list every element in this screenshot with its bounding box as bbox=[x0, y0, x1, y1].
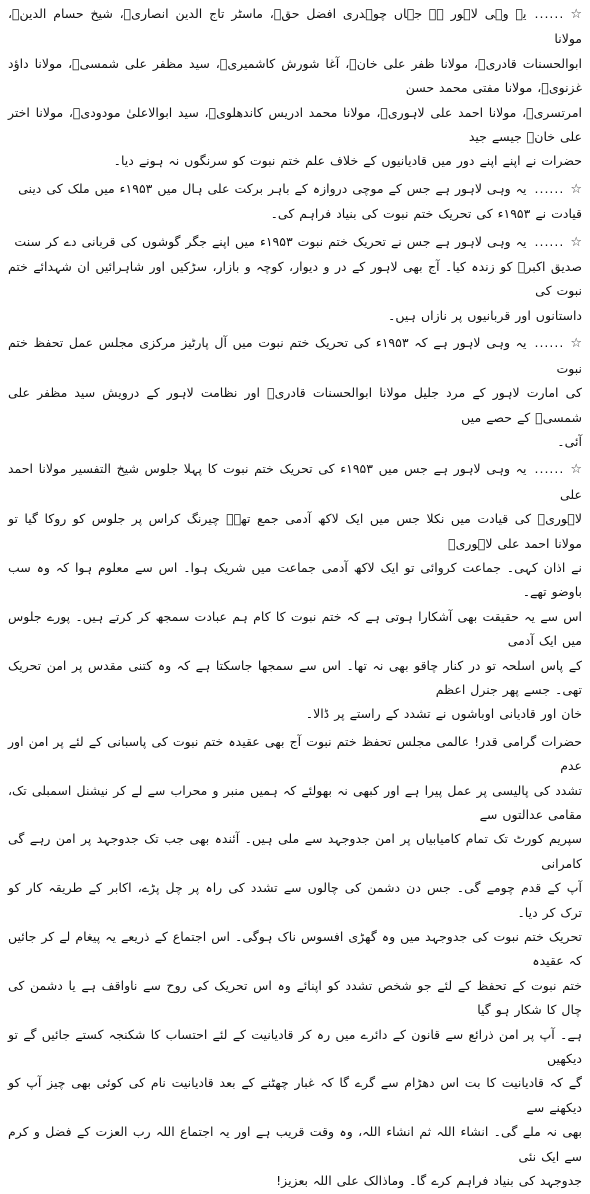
paragraph-line: لاہوریؒ کی قیادت میں نکلا جس میں ایک لاکھ آدمی جمع تھے۔ چیرنگ کراس پر جلوس کو روکا گیا تو مولانا احمد علی لاہوریؒ bbox=[8, 511, 582, 551]
paragraph-line: ابوالحسنات قادریؒ، مولانا ظفر علی خانؒ، آغا شورش کاشمیریؒ، سید مظفر علی شمسیؒ، مولانا داؤد غزنویؒ، مولانا مفتی محمد حسن bbox=[8, 55, 582, 96]
paragraph-line: یہ وہی لاہور ہے جس کے موچی دروازہ کے باہر برکت علی ہال میں ۱۹۵۳ء میں ملک کی دینی bbox=[18, 180, 527, 196]
star-bullet-icon: ☆ bbox=[570, 181, 582, 197]
paragraph-line: سپریم کورٹ تک تمام کامیابیاں پر امن جدوجہد سے ملی ہیں۔ آئندہ بھی جب تک جدوجہد پر امن رہے گی کامرانی bbox=[8, 831, 582, 871]
paragraph-line: نے اذان کہی۔ جماعت کروائی تو ایک لاکھ آدمی جماعت میں شریک ہوا۔ اس سے معلوم ہوا کہ وہ سب باوضو تھے۔ bbox=[8, 559, 582, 600]
paragraph-scholars-of-lahore bbox=[8, 2, 582, 174]
paragraph-line: ختم نبوت کے تحفظ کے لئے جو شخص تشدد کو اپنائے وہ اس تحریک کی روح سے ناواقف ہے یا دشمن کی چال کا شکار ہو گیا bbox=[8, 977, 582, 1018]
paragraph-line: گے کہ قادیانیت کا بت اس دھڑام سے گرے گا کہ غبار چھٹنے کے بعد قادیانیت نام کی کوئی بھی چیز آپ کو دیکھنے سے bbox=[8, 1075, 582, 1115]
paragraph-line: اس سے یہ حقیقت بھی آشکارا ہوتی ہے کہ ختم نبوت کا کام ہم عبادت سمجھ کر کرتے ہیں۔ پورے جلوس میں ایک آدمی bbox=[8, 608, 582, 649]
star-bullet-icon: ☆ bbox=[570, 234, 582, 250]
paragraph-line: قیادت نے ۱۹۵۳ء کی تحریک ختم نبوت کی بنیاد فراہم کی۔ bbox=[270, 206, 582, 222]
ellipsis-marker: ...... bbox=[534, 233, 565, 249]
paragraph-sacrifices bbox=[8, 230, 582, 329]
paragraph-line: آپ کے قدم چومے گی۔ جس دن دشمن کی چالوں سے تشدد کی راہ پر چل پڑے، اکابر کے طریقہ کار کو ترک کر دیا۔ bbox=[8, 880, 582, 920]
paragraph-closing-address bbox=[8, 730, 582, 1194]
paragraph-line: تشدد کی پالیسی پر عمل پیرا ہے اور کبھی نہ بھولئے کہ ہمیں منبر و محراب سے لے کر نیشنل اسمبلی تک، مقامی عدالتوں سے bbox=[8, 782, 582, 822]
paragraph-line: بھی نہ ملے گی۔ انشاء اللہ ثم انشاء اللہ، وہ وقت قریب ہے اور یہ اجتماع اللہ رب العزت کے فضل و کرم سے ایک نئی bbox=[8, 1124, 582, 1164]
paragraph-line: صدیق اکبرؓ کو زندہ کیا۔ آج بھی لاہور کے در و دیوار، کوچہ و بازار، سڑکیں اور شاہرائیں ان شہدائے ختم نبوت کی bbox=[8, 259, 582, 299]
paragraph-line: حضرات گرامی قدر! عالمی مجلس تحفظ ختم نبوت آج بھی عقیدہ ختم نبوت کی پاسبانی کے لئے پر امن اور عدم bbox=[8, 733, 582, 774]
paragraph-line: کی امارت لاہور کے مرد جلیل مولانا ابوالحسنات قادریؒ اور نظامت لاہور کے درویش سید مظفر علی شمسیؒ کے حصے میں bbox=[8, 385, 582, 425]
paragraph-line: کے پاس اسلحہ تو در کنار چاقو بھی نہ تھا۔ اس سے سمجھا جاسکتا ہے کہ وہ کتنی مقدس پر امن تحریک تھی۔ جسے پھر جنرل اعظم bbox=[8, 657, 582, 697]
paragraph-line: یہ وہی لاہور ہے جس نے تحریک ختم نبوت ۱۹۵۳ء میں اپنے جگر گوشوں کی قربانی دے کر سنت bbox=[14, 233, 527, 249]
ellipsis-marker: ...... bbox=[534, 180, 565, 196]
paragraph-majlis-amal bbox=[8, 331, 582, 454]
paragraph-line: یہ وہی لاہور ہے جس میں ۱۹۵۳ء کی تحریک ختم نبوت کا پہلا جلوس شیخ التفسیر مولانا احمد علی bbox=[8, 461, 582, 502]
paragraph-line: یہ وہی لاہور ہے کہ ۱۹۵۳ء کی تحریک ختم نبوت میں آل پارٹیز مرکزی مجلس عمل تحفظ ختم نبوت bbox=[8, 335, 582, 376]
star-bullet-icon: ☆ bbox=[570, 462, 582, 478]
paragraph-first-procession bbox=[8, 457, 582, 726]
star-bullet-icon: ☆ bbox=[570, 7, 582, 22]
paragraph-line: ہے۔ آپ پر امن ذرائع سے قانون کے دائرے میں رہ کر قادیانیت کے لئے احتساب کا شکنجہ کستے جائیں گے تو دیکھیں bbox=[8, 1026, 582, 1067]
star-bullet-icon: ☆ bbox=[570, 336, 582, 352]
ellipsis-marker: ...... bbox=[534, 461, 565, 477]
paragraph-line: تحریک ختم نبوت کی جدوجہد میں وہ گھڑی افسوس ناک ہوگی۔ اس اجتماع کے ذریعے یہ پیغام لے کر جائیں کہ عقیدہ bbox=[8, 929, 582, 969]
paragraph-line: حضرات نے اپنے اپنے دور میں قادیانیوں کے خلاف علم ختم نبوت کو سرنگوں نہ ہونے دیا۔ bbox=[113, 153, 582, 169]
paragraph-line: امرتسریؒ، مولانا احمد علی لاہوریؒ، مولانا محمد ادریس کاندھلویؒ، سید ابوالاعلیٰ مودودیؒ، مولانا اختر علی خانؒ جیسے جید bbox=[8, 104, 582, 145]
paragraph-barkat-ali-hall bbox=[8, 177, 582, 227]
ellipsis-marker: ...... bbox=[534, 6, 565, 21]
paragraph-line: آئی۔ bbox=[557, 433, 582, 449]
ellipsis-marker: ...... bbox=[534, 335, 565, 351]
paragraph-line: خان اور قادیانی اوباشوں نے تشدد کے راستے پر ڈالا۔ bbox=[305, 706, 582, 722]
paragraph-line: یہ وہی لاہور ہے جہاں چوہدری افضل حقؒ، ماسٹر تاج الدین انصاریؒ، شیخ حسام الدینؒ، مولانا bbox=[8, 6, 582, 47]
paragraph-line: جدوجہد کی بنیاد فراہم کرے گا۔ وماذالک علی اللہ بعزیز! bbox=[276, 1173, 582, 1189]
paragraph-line: داستانوں اور قربانیوں پر نازاں ہیں۔ bbox=[388, 307, 582, 323]
